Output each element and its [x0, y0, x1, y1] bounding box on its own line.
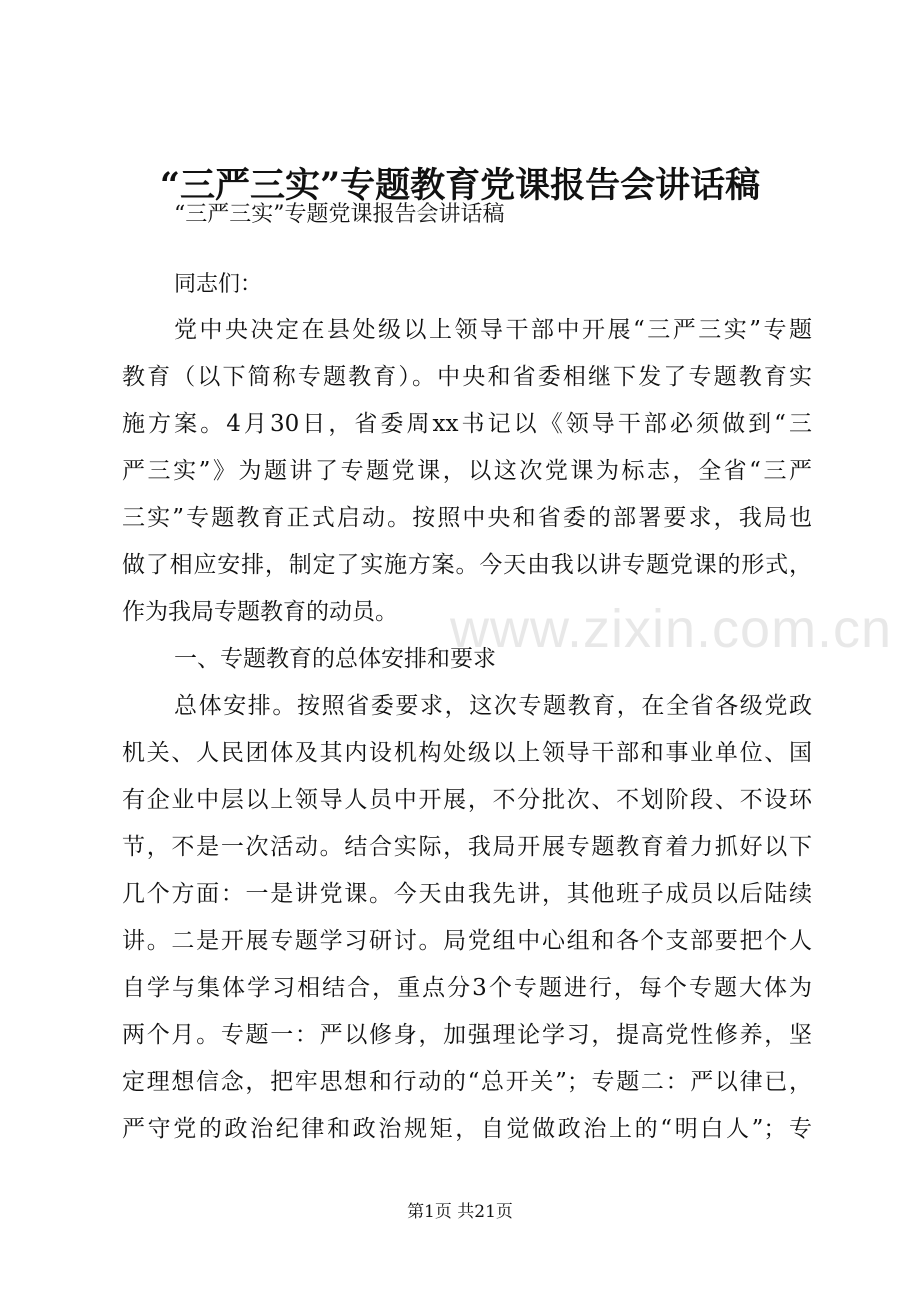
paragraph-line: 作为我局专题教育的动员。 [122, 599, 398, 625]
paragraph-line: 教育（以下简称专题教育）。中央和省委相继下发了专题教育实 [122, 364, 812, 390]
page-footer: 第1页 共21页 [407, 1202, 513, 1222]
paragraph-line: 施方案。4月30日，省委周xx书记以《领导干部必须做到“三 [122, 411, 812, 437]
paragraph-line: 自学与集体学习相结合，重点分3个专题进行，每个专题大体为 [122, 975, 812, 1001]
paragraph-line: 总体安排。按照省委要求，这次专题教育，在全省各级党政 [174, 693, 812, 719]
paragraph-line: 两个月。专题一：严以修身，加强理论学习，提高党性修养，坚 [122, 1022, 812, 1048]
paragraph-line: 三实”专题教育正式启动。按照中央和省委的部署要求，我局也 [122, 505, 812, 531]
paragraph-line: 定理想信念，把牢思想和行动的“总开关”；专题二：严以律已， [122, 1069, 812, 1095]
paragraph-line: 严守党的政治纪律和政治规矩，自觉做政治上的“明白人”；专 [122, 1116, 812, 1142]
watermark: www.zixin.com.cn [450, 599, 893, 659]
paragraph-line: 节，不是一次活动。结合实际，我局开展专题教育着力抓好以下 [122, 834, 812, 860]
paragraph-line: 做了相应安排，制定了实施方案。今天由我以讲专题党课的形式， [122, 552, 812, 578]
paragraph-line: 党中央决定在县处级以上领导干部中开展“三严三实”专题 [174, 317, 812, 343]
document-subtitle: “三严三实”专题党课报告会讲话稿 [174, 202, 505, 227]
paragraph-line: 严三实”》为题讲了专题党课，以这次党课为标志，全省“三严 [122, 458, 812, 484]
paragraph-line: 有企业中层以上领导人员中开展，不分批次、不划阶段、不设环 [122, 787, 812, 813]
document-body [122, 307, 812, 1153]
salutation: 同志们： [174, 272, 263, 297]
paragraph-line: 讲。二是开展专题学习研讨。局党组中心组和各个支部要把个人 [122, 928, 812, 954]
document-title: “三严三实”专题教育党课报告会讲话稿 [159, 165, 761, 206]
section-heading: 一、专题教育的总体安排和要求 [174, 646, 496, 672]
paragraph-line: 机关、人民团体及其内设机构处级以上领导干部和事业单位、国 [122, 740, 812, 766]
paragraph-line: 几个方面：一是讲党课。今天由我先讲，其他班子成员以后陆续 [122, 881, 812, 907]
